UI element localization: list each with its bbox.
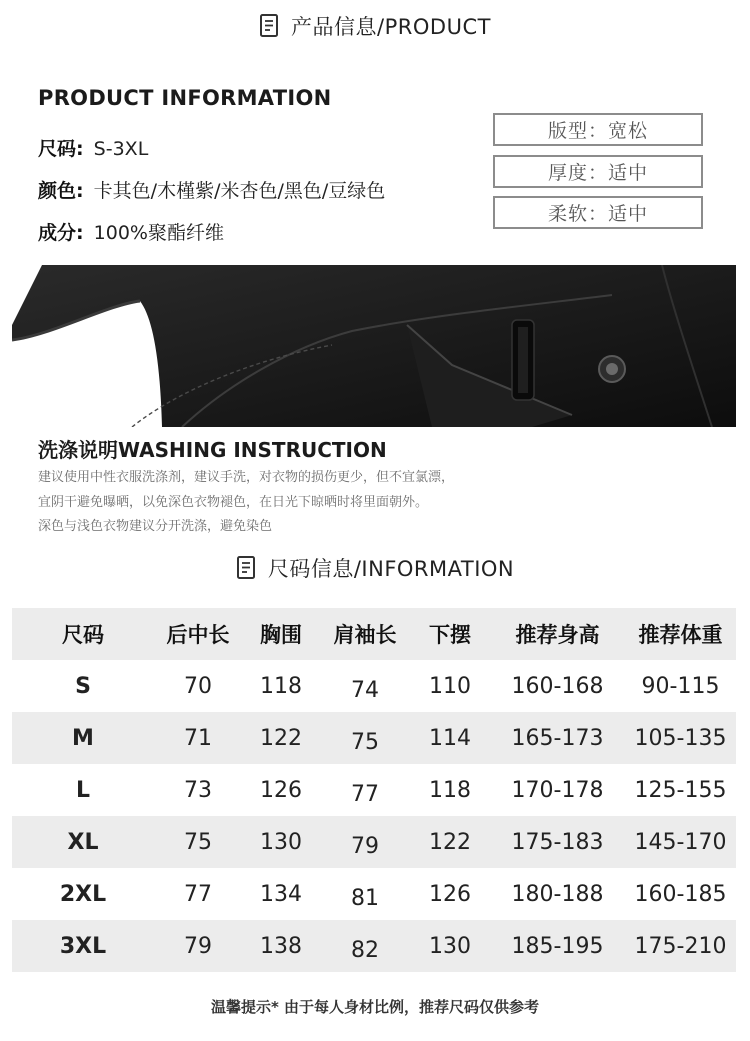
table-cell: 160-168 <box>511 673 604 699</box>
table-cell: 126 <box>260 777 302 803</box>
table-cell: 160-185 <box>634 881 727 907</box>
product-info-heading: PRODUCT INFORMATION <box>38 86 332 110</box>
table-cell: 82 <box>351 937 379 963</box>
table-cell: 165-173 <box>511 725 604 751</box>
table-cell: 81 <box>351 885 379 911</box>
product-section-title: 产品信息/PRODUCT <box>291 15 491 39</box>
table-cell: XL <box>67 829 99 855</box>
table-row <box>12 764 736 816</box>
size-table <box>12 608 736 972</box>
table-cell: 3XL <box>59 933 107 959</box>
washing-line-3: 深色与浅色衣物建议分开洗涤，避免染色 <box>38 519 273 534</box>
size-section-title: 尺码信息/INFORMATION <box>267 557 515 581</box>
table-row <box>12 712 736 764</box>
table-cell: 75 <box>184 829 212 855</box>
size-range-value: S-3XL <box>93 138 149 160</box>
fit-attribute-box: 版型：宽松 <box>493 113 703 146</box>
color-value: 卡其色/木槿紫/米杏色/黑色/豆绿色 <box>93 180 386 202</box>
product-section-header <box>0 10 750 42</box>
washing-line-2: 宜阴干避免曝晒，以免深色衣物褪色，在日光下晾晒时将里面朝外。 <box>38 495 429 510</box>
column-header: 胸围 <box>260 623 302 647</box>
material-value: 100%聚酯纤维 <box>93 222 224 244</box>
size-range-row: 尺码: S-3XL <box>38 138 149 160</box>
table-cell: 118 <box>260 673 302 699</box>
table-cell: 77 <box>351 781 379 807</box>
table-cell: 114 <box>429 725 471 751</box>
table-row <box>12 868 736 920</box>
column-header: 下摆 <box>429 623 471 647</box>
table-cell: 75 <box>351 729 379 755</box>
table-cell: 110 <box>429 673 471 699</box>
table-cell: 118 <box>429 777 471 803</box>
table-row <box>12 816 736 868</box>
table-cell: 2XL <box>59 881 107 907</box>
document-icon <box>259 13 281 39</box>
table-cell: 122 <box>429 829 471 855</box>
column-header: 推荐身高 <box>515 623 600 647</box>
table-row <box>12 920 736 972</box>
size-section-header <box>0 553 750 583</box>
table-cell: 105-135 <box>634 725 727 751</box>
table-cell: 130 <box>260 829 302 855</box>
table-row <box>12 660 736 712</box>
table-cell: M <box>72 725 94 751</box>
table-cell: 79 <box>184 933 212 959</box>
table-cell: 73 <box>184 777 212 803</box>
table-cell: 77 <box>184 881 212 907</box>
table-cell: 74 <box>351 677 379 703</box>
table-header-row <box>12 608 736 660</box>
column-header: 后中长 <box>166 623 230 647</box>
table-cell: 126 <box>429 881 471 907</box>
table-cell: 175-210 <box>634 933 727 959</box>
document-icon <box>236 555 258 581</box>
washing-line-1: 建议使用中性衣服洗涤剂，建议手洗，对衣物的损伤更少，但不宜氯漂， <box>38 470 455 485</box>
column-header: 肩袖长 <box>333 623 397 647</box>
garment-photo-illustration <box>12 265 736 427</box>
garment-detail-photo <box>12 265 736 427</box>
washing-title: 洗涤说明WASHING INSTRUCTION <box>38 438 387 462</box>
table-cell: 125-155 <box>634 777 727 803</box>
table-cell: 90-115 <box>641 673 720 699</box>
table-cell: L <box>75 777 91 803</box>
table-cell: 170-178 <box>511 777 604 803</box>
column-header: 尺码 <box>62 623 104 647</box>
thickness-attribute-box: 厚度：适中 <box>493 155 703 188</box>
material-label: 成分 <box>38 222 77 244</box>
color-label: 颜色 <box>38 180 77 202</box>
table-cell: 134 <box>260 881 302 907</box>
table-cell: 70 <box>184 673 212 699</box>
table-cell: 185-195 <box>511 933 604 959</box>
material-row: 成分: 100%聚酯纤维 <box>38 222 224 244</box>
sizing-footnote: 温馨提示* 由于每人身材比例，推荐尺码仅供参考 <box>210 998 540 1016</box>
color-row: 颜色: 卡其色/木槿紫/米杏色/黑色/豆绿色 <box>38 180 386 202</box>
table-cell: 130 <box>429 933 471 959</box>
column-header: 推荐体重 <box>638 623 723 647</box>
table-cell: 71 <box>184 725 212 751</box>
table-cell: 175-183 <box>511 829 604 855</box>
table-cell: 180-188 <box>511 881 604 907</box>
table-cell: 79 <box>351 833 379 859</box>
table-cell: S <box>75 673 91 699</box>
size-range-label: 尺码 <box>38 138 77 160</box>
softness-attribute-box: 柔软：适中 <box>493 196 703 229</box>
table-cell: 145-170 <box>634 829 727 855</box>
table-cell: 138 <box>260 933 302 959</box>
table-cell: 122 <box>260 725 302 751</box>
